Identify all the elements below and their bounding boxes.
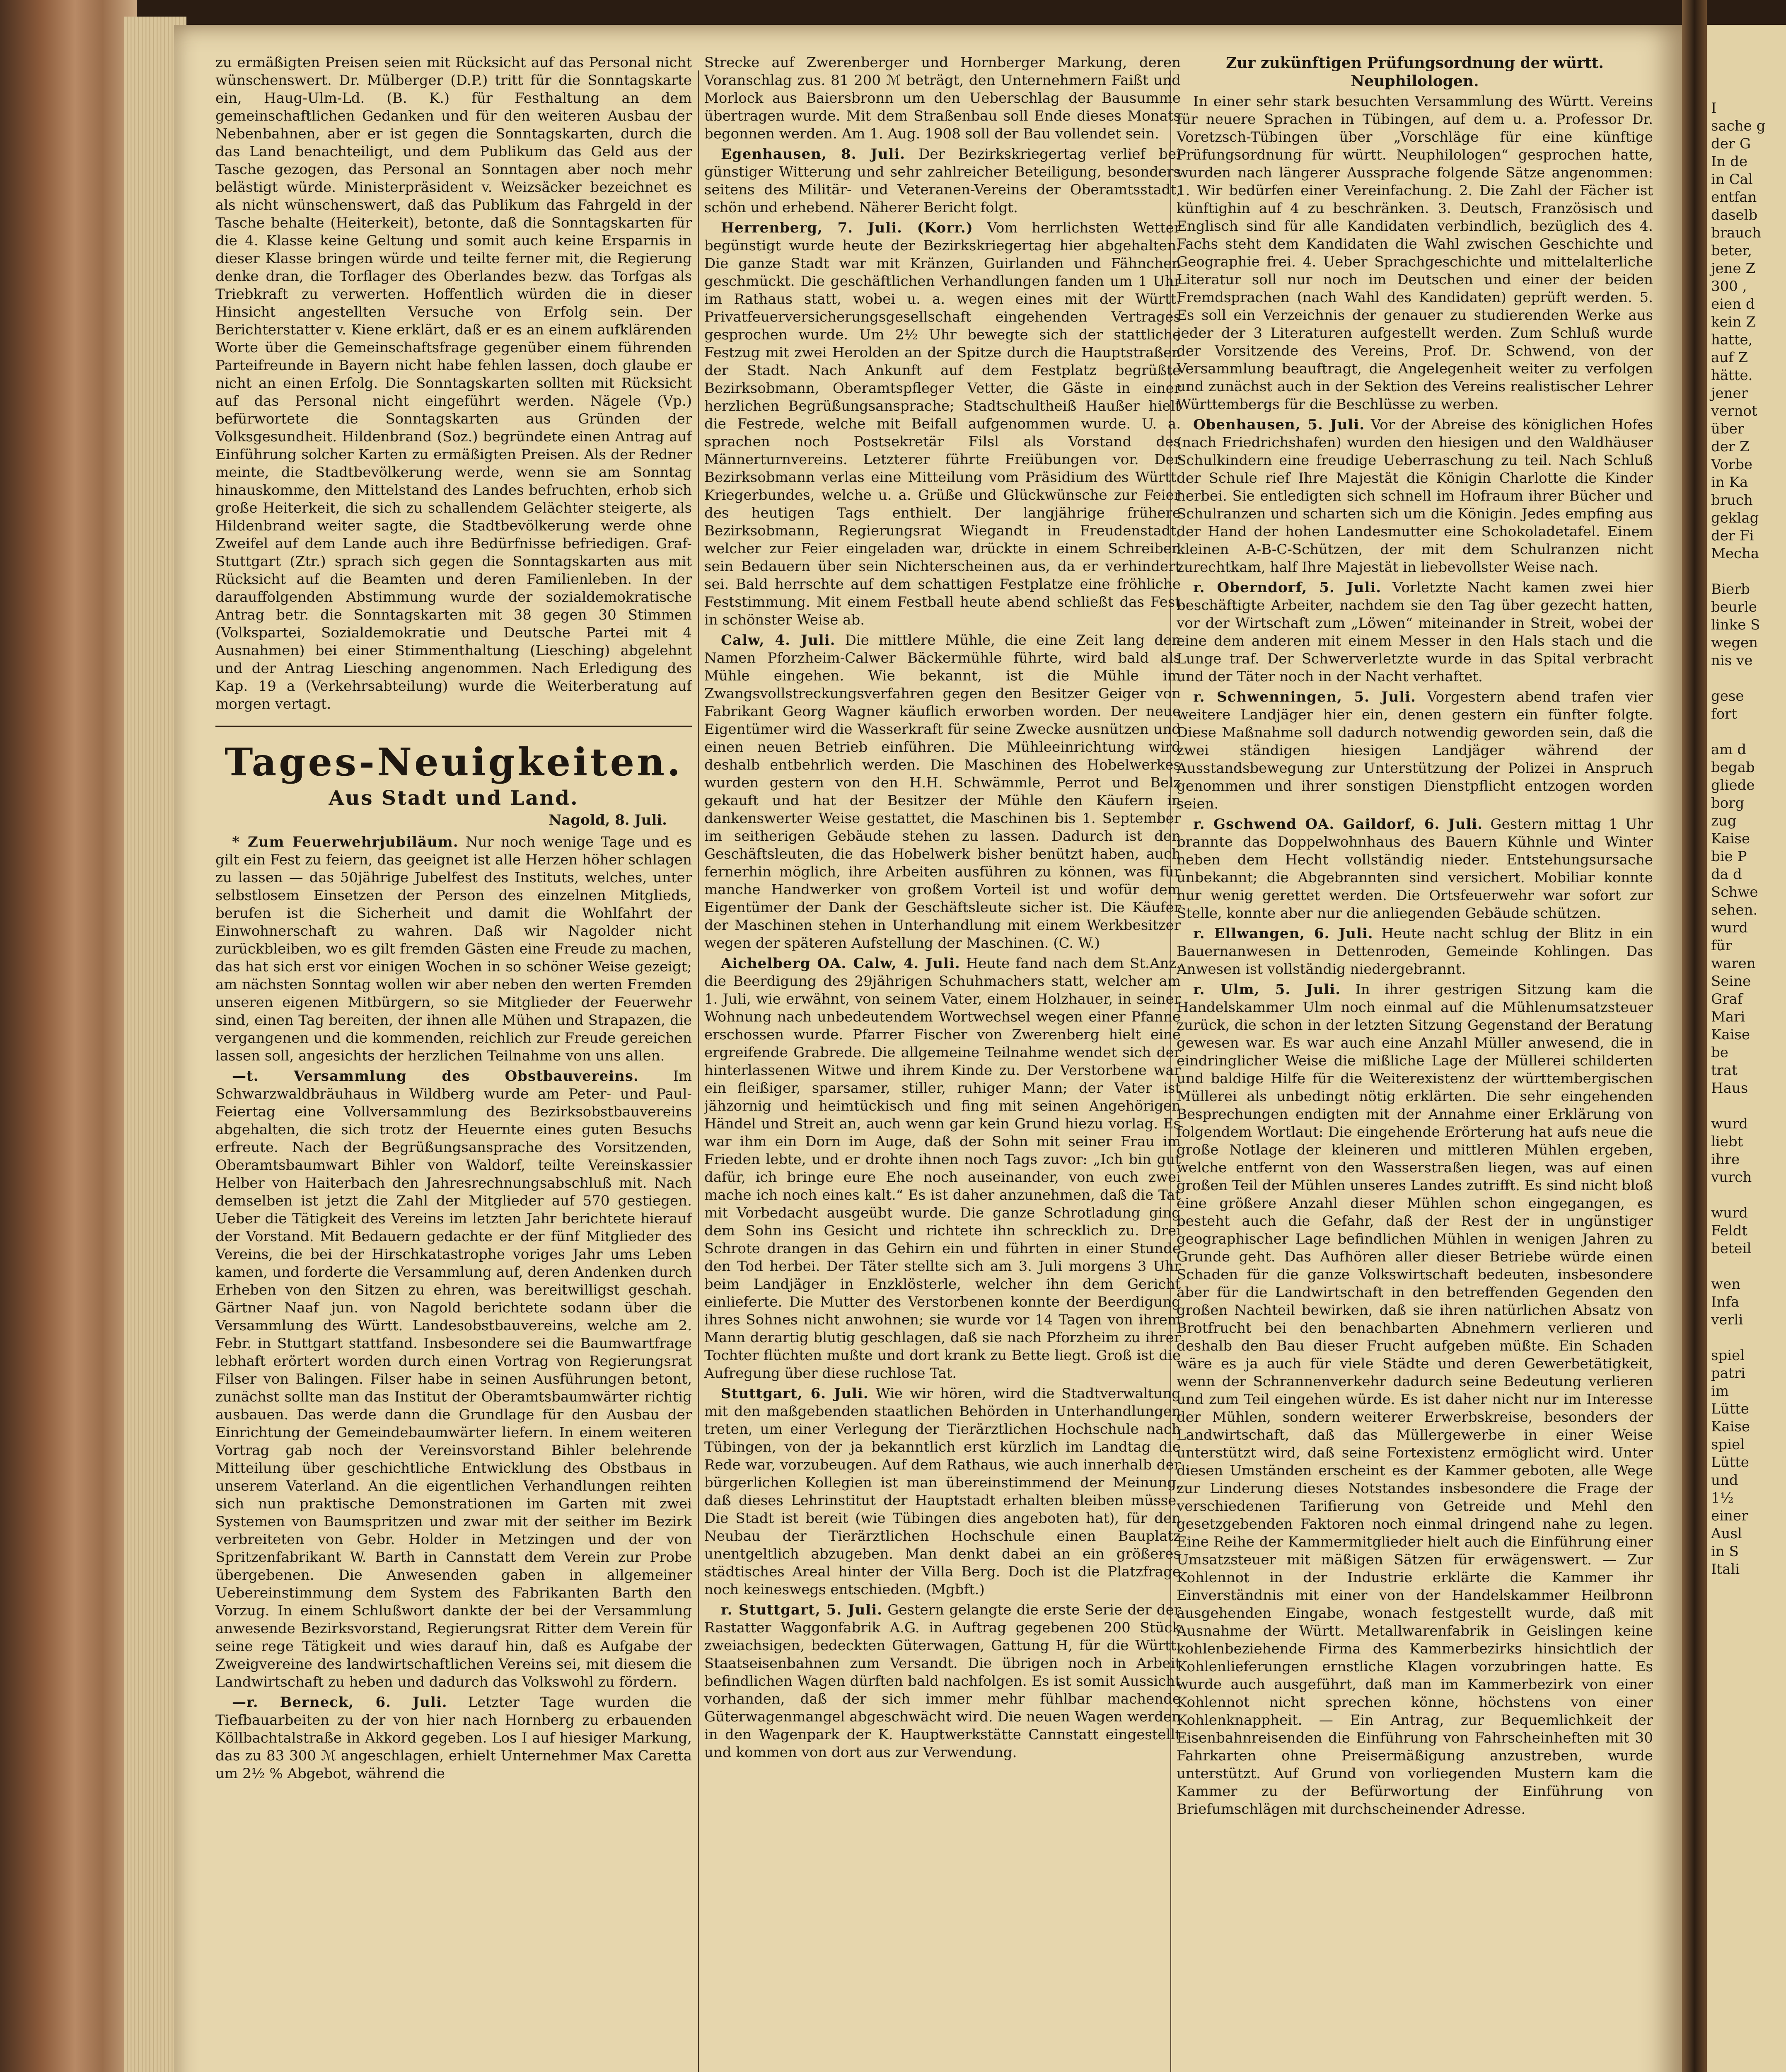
- article-text: zu ermäßigten Preisen seien mit Rücksicht auf das Personal nicht wünschenswert. Dr. Mülberger (D.P.) tritt für die Sonntagskarte ein, Haug-Ulm-Ld. (B. K.) für Festhaltung an dem gemeinschaftlichen Gedanken und für den weiteren Ausbau der Nebenbahnen, aber er ist gegen die Sonntagskarten, durch die das Land benachteiligt, und dem Publikum das Geld aus der Tasche gezogen, das Personal an Sonntagen aber noch mehr belästigt würde. Ministerpräsident v. Weizsäcker bezeichnet es als nicht wünschenswert, daß das Publikum das Fahrgeld in der Tasche behalte (Heiterkeit), betonte, daß die Sonntagskarten für die 4. Klasse keine Geltung und somit auch keine Ersparnis in dieser Klasse bringen würde und teilte ferner mit, die Regierung denke dran, die Torflager des Oberlandes bezw. das Torfgas als Triebkraft zu verwerten. Hoffentlich würden die in dieser Hinsicht angestellten Versuche von Erfolg sein. Der Berichterstatter v. Kiene erklärt, daß er es an einem aufklärenden Worte über die Gemeinschaftsfrage gegenüber einem führenden Parteifreunde in Bayern nicht habe fehlen lassen, doch glaube er nicht an einen Erfolg. Die Sonntagskarten sollten mit Rücksicht auf das Personal nicht eingeführt werden. Nägele (Vp.) befürwortete die Sonntagskarten aus Gründen der Volksgesundheit. Hildenbrand (Soz.) begründete einen Antrag auf Einführung solcher Karten zu ermäßigten Preisen. Als der Redner meinte, die Stadtbevölkerung werde, wenn sie am Sonntag hinauskomme, den Mittelstand des Landes befruchten, erhob sich große Heiterkeit, die sich zu schallendem Gelächter steigerte, als Hildenbrand weiter sagte, die Stadtbevölkerung werde ohne Zweifel auf dem Lande auch ihre Bedürfnisse befriedigen. Graf-Stuttgart (Ztr.) sprach sich gegen die Sonntagskarten aus mit Rücksicht auf die Beamten und deren Familienleben. In der darauffolgenden Abstimmung wurde der sozialdemokratische Antrag betr. die Sonntagskarten mit 38 gegen 30 Stimmen (Volkspartei, Sozialdemokratie und Deutsche Partei mit 4 Ausnahmen) bei einer Stimmenthaltung (Liesching) abgelehnt und der Antrag Liesching angenommen. Nach Erledigung des Kap. 19 a (Verkehrsabteilung) wurde die Weiterberatung auf morgen vertagt.: [215, 54, 692, 712]
- article-text: Vor der Abreise des königlichen Hofes (nach Friedrichshafen) wurden den hiesigen und den Waldhäuser Schulkindern eine freudige Ueberraschung zu teil. Nach Schluß der Schule rief Ihre Majestät die Königin Charlotte die Kinder herbei. Sie entledigten sich schnell im Hofraum ihrer Bücher und Schulranzen und scharten sich um die Königin. Jedes empfing aus der Hand der hohen Landesmutter eine Schokoladetafel. Einem kleinen A-B-C-Schützen, der mit dem Schulranzen nicht zurechtkam, half Ihre Majestät in liebevollster Weise nach.: [1177, 416, 1653, 576]
- dateline: Nagold, 8. Juli.: [549, 812, 667, 828]
- article-text: Der Bezirkskriegertag verlief bei günstiger Witterung und sehr zahlreicher Beteiligung, besonders seitens des Militär- und Veteranen-Vereins der Oberamtsstadt, schön und erhebend. Näherer Bericht folgt.: [704, 146, 1181, 216]
- article-keyword: —t. Versammlung des Obstbauvereins.: [232, 1068, 639, 1084]
- article-paragraph: [215, 833, 692, 1065]
- article-paragraph: [1177, 925, 1653, 978]
- article-paragraph: [704, 1385, 1181, 1599]
- article-text: Wie wir hören, wird die Stadtverwaltung mit den maßgebenden staatlichen Behörden in Unterhandlungen treten, um einer Verlegung der Tierärztlichen Hochschule nach Tübingen, von der ja bekanntlich erst kürzlich im Landtag die Rede war, vorzubeugen. Auf dem Rathaus, wie auch innerhalb der bürgerlichen Kollegien ist man übereinstimmend der Meinung, daß dieses Lehrinstitut der Hauptstadt erhalten bleiben müsse. Die Stadt ist bereit (wie Tübingen dies angeboten hat), für den Neubau der Tierärztlichen Hochschule einen Bauplatz unentgeltlich abzugeben. Man denkt dabei an ein größeres städtisches Areal hinter der Villa Berg. Doch ist die Platzfrage noch keineswegs entschieden. (Mgbft.): [704, 1385, 1181, 1598]
- adjacent-page: [1707, 25, 1786, 2072]
- article-text: Im Schwarzwaldbräuhaus in Wildberg wurde am Peter- und Paul-Feiertag eine Vollversammlung des Bezirksobstbauvereins abgehalten, die sich trotz der Heuernte eines guten Besuchs erfreute. Nach der Begrüßungsansprache des Vorsitzenden, Oberamtsbaumwart Bihler von Waldorf, teilte Vereinskassier Helber von Haiterbach den Jahresrechnungsabschluß mit. Nach demselben ist jetzt die Zahl der Mitglieder auf 570 gestiegen. Ueber die Tätigkeit des Vereins im letzten Jahr berichtete hierauf der Vorstand. Mit Bedauern gedachte er der fünf Mitglieder des Vereins, die bei der Hirschkatastrophe voriges Jahr ums Leben kamen, und forderte die Versammlung auf, deren Andenken durch Erheben von den Sitzen zu ehren, was bereitwilligst geschah. Gärtner Naaf jun. von Nagold berichtete sodann über die Versammlung des Württ. Landesobstbauvereins, welche am 2. Febr. in Stuttgart stattfand. Insbesondere sei die Baumwartfrage lebhaft erörtert worden durch einen Vortrag von Regierungsrat Filser von Balingen. Filser habe in seinen Ausführungen betont, zunächst sollte man das Institut der Oberamtsbaumwärter richtig ausbauen. Das werde dann die Grundlage für den Ausbau der Einrichtung der Gemeindebaumwärter liefern. In einem weiteren Vortrag gab noch der Vereinsvorstand Bihler belehrende Mitteilung über geschichtliche Entwicklung des Obstbaus in unserem Vaterland. An die eigentlichen Verhandlungen reihten sich nun praktische Demonstrationen im Garten mit zwei Systemen von Baumspritzen und zwar mit der seither im Bezirk verbreiteten von Gebr. Holder in Metzingen und der von Spritzenfabrikant W. Barth in Cannstatt dem Verein zur Probe übergebenen. Die Anwesenden gaben in allgemeiner Uebereinstimmung dem System des Fabrikanten Barth den Vorzug. In einem Schlußwort dankte der bei der Versammlung anwesende Bezirksvorstand, Regierungsrat Ritter dem Verein für seine rege Tätigkeit und wies darauf hin, daß es Aufgabe der Zweigvereine des landwirtschaftlichen Vereins sei, mit diesem die Landwirtschaft zu heben und dadurch das Volkswohl zu fördern.: [215, 1068, 692, 1690]
- article-text: Gestern gelangte die erste Serie der der Rastatter Waggonfabrik A.G. in Auftrag gegebenen 200 Stück zweiachsigen, bedeckten Güterwagen, Gattung H, für die Württ. Staatseisenbahnen zum Versandt. Die übrigen noch in Arbeit befindlichen Wagen dürften bald nachfolgen. Es ist somit Aussicht vorhanden, daß der sich immer mehr fühlbar machende Güterwagenmangel abgeschwächt wird. Die neuen Wagen werden in den Wagenpark der K. Hauptwerkstätte Cannstatt eingestellt und kommen von dort aus zur Verwendung.: [704, 1602, 1181, 1761]
- article-keyword: r. Ulm, 5. Juli.: [1193, 981, 1341, 998]
- article-text: Heute fand nach dem St.Anz. die Beerdigung des 29jährigen Schuhmachers statt, welcher am 1. Juli, wie erwähnt, von seinem Vater, einem Holzhauer, in seiner Wohnung nach unbedeutendem Wortwechsel wegen einer Pfanne erschossen wurde. Pfarrer Fischer von Zwerenberg hielt eine ergreifende Grabrede. Die allgemeine Teilnahme wendet sich der hinterlassenen Witwe und ihrem Kinde zu. Der Verstorbene war ein fleißiger, sparsamer, stiller, ruhiger Mann; der Vater ist jähzornig und heimtückisch und fing mit seinen Angehörigen Händel und Streit an, auch wenn gar kein Grund hiezu vorlag. Es war ihm ein Dorn im Auge, daß der Sohn mit seiner Frau im Frieden lebte, und er drohte ihnen noch Tags zuvor: „Ich bin gut dafür, ich bringe eure Ehe noch auseinander, von euch zwei mache ich noch eines kalt.“ Es ist daher anzunehmen, daß die Tat mit Vorbedacht ausgeübt wurde. Die ganze Schrotladung ging dem Sohn ins Gesicht und richtete ihn schrecklich zu. Drei Schrote drangen in das Gehirn ein und führten in einer Stunde den Tod herbei. Der Täter stellte sich am 3. Juli morgens 3 Uhr beim Landjäger in Enzklösterle, welcher ihn dem Gericht einlieferte. Die Mutter des Verstorbenen konnte der Beerdigung ihres Sohnes nicht anwohnen; sie wurde vor 14 Tagen von ihrem Mann derartig blutig geschlagen, daß sie nach Pforzheim zu ihrer Tochter flüchten mußte und dort krank zu Bette liegt. Groß ist die Aufregung über diese ruchlose Tat.: [704, 955, 1181, 1382]
- article-text: Vorletzte Nacht kamen zwei hier beschäftigte Arbeiter, nachdem sie den Tag über gezecht hatten, vor der Wirtschaft zum „Löwen“ miteinander in Streit, wobei der eine dem anderen mit einem Messer in den Hals stach und die Lunge traf. Der Schwerverletzte wurde in das Spital verbracht und der Täter noch in der Nacht verhaftet.: [1177, 579, 1653, 685]
- article-keyword: r. Ellwangen, 6. Juli.: [1193, 925, 1373, 942]
- adjacent-page-text: I sache g der G In de in Cal entfan daselb brauch beter, jene Z 300 , eien d kein Z hatte, auf Z hätte. jener vernot über der Z Vorbe in Ka bruch geklag der Fi Mecha Bierb beurle linke S wegen nis ve gese fort am d begab gliede borg zug Kaise bie P da d Schwe sehen. wurd für waren Seine Graf Mari Kaise be trat Haus wurd liebt ihre vurch wurd Feldt beteil wen Infa verli spiel patri im Lütte Kaise spiel Lütte und 1½ einer Ausl in S Itali: [1711, 100, 1766, 1578]
- article-keyword: Aichelberg OA. Calw, 4. Juli.: [721, 955, 960, 972]
- article-keyword: Egenhausen, 8. Juli.: [721, 146, 906, 162]
- book-binding-edge: [0, 0, 137, 2072]
- article-text: In ihrer gestrigen Sitzung kam die Handelskammer Ulm noch einmal auf die Mühlenumsatzsteuer zurück, die schon in der letzten Sitzung Gegenstand der Beratung gewesen war. Es war auch eine Anzahl Müller anwesend, die in eindringlicher Weise die mißliche Lage der Müllerei schilderten und baldige Hilfe für die Weiterexistenz der württembergischen Müllerei als unbedingt nötig erklärten. Die sehr eingehenden Besprechungen endigten mit der Annahme einer Erklärung von folgendem Wortlaut: Die eingehende Erörterung hat aufs neue die große Notlage der kleineren und mittleren Mühlen ergeben, welche entfernt von den Wasserstraßen liegen, was auf einen großen Teil der Mühlen unseres Landes zutrifft. Es sind nicht bloß eine größere Anzahl dieser Mühlen schon eingegangen, es besteht auch die Gefahr, daß der Rest der in ungünstiger geographischer Lage befindlichen Mühlen in wenigen Jahren zu Grunde geht. Das Aufhören aller dieser Betriebe würde einen Schaden für die ganze Volkswirtschaft bedeuten, insbesondere aber für die Landwirtschaft in den betreffenden Gegenden den großen Nachteil bewirken, daß sie ihren natürlichen Absatz von Brotfrucht bei den benachbarten Abnehmern verlieren und deshalb den Bau dieser Frucht aufgeben müßte. Ein Schaden wäre es ja auch für viele Städte und deren Gewerbetätigkeit, wenn der Schrannenverkehr dadurch seine Bedeutung verlieren und zum Teil eingehen würde. Es ist daher nicht nur im Interesse der Mühlen, sondern weiterer Erwerbskreise, besonders der Landwirtschaft, daß das Müllergewerbe in einer Weise unterstützt wird, daß seine Fortexistenz ermöglicht wird. Unter diesen Umständen erscheint es der Kammer geboten, alle Wege zur Linderung dieses Notstandes insbesondere die Frage der verschiedenen Tarifierung von Getreide und Mehl den gesetzgebenden Faktoren noch einmal dringend nahe zu legen. Eine Reihe der Kammermitglieder hielt auch die Einführung einer Umsatzsteuer mit mäßigen Sätzen für erwägenswert. — Zur Kohlennot in der Industrie erklärte die Kammer ihr Einverständnis mit einer von der Handelskammer Heilbronn ausgehenden Eingabe, wonach festgestellt wurde, daß mit Ausnahme der Württ. Metallwarenfabrik in Geislingen keine kohlenbeziehende Firma des Kammerbezirks hinsichtlich der Kohlenlieferungen ernstliche Klagen vorzubringen hatte. Es wurde auch ausgeführt, daß man im Kammerbezirk von einer Kohlennot nicht sprechen könne, höchstens von einer Kohlenknappheit. — Ein Antrag, zur Bequemlichkeit der Eisenbahnreisenden die Einführung von Fahrscheinheften mit 30 Fahrkarten ohne Preisermäßigung anzustreben, wurde unterstützt. Auf Grund von vorliegenden Mustern kam die Kammer zu der Befürwortung der Einführung von Briefumschlägen mit durchscheinender Adresse.: [1177, 981, 1653, 1818]
- article-text: Strecke auf Zwerenberger und Hornberger Markung, deren Voranschlag zus. 81 200 ℳ beträgt, den Unternehmern Faißt und Morlock aus Baiersbronn um den Ueberschlag der Bausumme übertragen wurde. Mit dem Straßenbau soll Ende dieses Monats begonnen werden. Am 1. Aug. 1908 soll der Bau vollendet sein.: [704, 54, 1181, 142]
- article-title: Zur zukünftigen Prüfungsordnung der württ. Neuphilologen.: [1226, 54, 1604, 90]
- article-keyword: Calw, 4. Juli.: [721, 632, 836, 649]
- article-paragraph: [1177, 416, 1653, 576]
- article-paragraph: [704, 219, 1181, 629]
- column-3: [1177, 54, 1653, 2072]
- article-paragraph: [704, 955, 1181, 1382]
- article-keyword: Herrenberg, 7. Juli. (Korr.): [721, 220, 973, 236]
- article-paragraph: [1177, 816, 1653, 922]
- column-1: [215, 54, 692, 2072]
- article-paragraph: [215, 1694, 692, 1783]
- article-paragraph: [1177, 579, 1653, 686]
- article-keyword: r. Schwenningen, 5. Juli.: [1193, 689, 1416, 705]
- article-paragraph: [704, 632, 1181, 952]
- article-paragraph: [1177, 688, 1653, 813]
- section-subheading: Aus Stadt und Land.: [329, 787, 579, 810]
- article-text: Vorgestern abend trafen vier weitere Landjäger hier ein, denen gestern ein fünfter folgte. Diese Maßnahme soll dadurch notwendig geworden sein, daß die zwei ständigen hiesigen Landjäger während der Ausstandsbewegung zur Unterstützung der Polizei in Anspruch genommen und ihrer sonstigen Dienstpflicht entzogen worden seien.: [1177, 689, 1653, 812]
- article-keyword: r. Stuttgart, 5. Juli.: [721, 1602, 882, 1618]
- article-text: Die mittlere Mühle, die eine Zeit lang den Namen Pforzheim-Calwer Bäckermühle führte, wird bald als Mühle eingehen. Wie bekannt, ist die Mühle im Zwangsvollstreckungsverfahren gegen den Besitzer Geiger von Fabrikant Georg Wagner käuflich erworben worden. Der neue Eigentümer wird die Wasserkraft für seine Zwecke ausnützen und einen neuen Betrieb einführen. Die Mühleeinrichtung wird deshalb entbehrlich werden. Die Maschinen des Hobelwerkes wurden gestern von den H.H. Schwämmle, Perrot und Belz gekauft und hat der Besitzer der Mühle den Käufern in dankenswerter Weise gestattet, die Maschinen bis 1. September im seitherigen Gebäude stehen zu lassen. Dadurch ist den Geschäftsleuten, die das Hobelwerk bisher benützt haben, auch fernerhin möglich, ihre Arbeiten ausführen zu können, was für manche Handwerker von großem Vorteil ist und wofür dem Eigentümer der Dank der Geschäftsleute sicher ist. Die Käufer der Maschinen stehen in Unterhandlung mit einem Werkbesitzer wegen der späteren Aufstellung der Maschinen. (C. W.): [704, 632, 1181, 951]
- article-keyword: —r. Berneck, 6. Juli.: [232, 1694, 447, 1711]
- section-rule: [215, 726, 692, 727]
- section-heading: Tages-Neuigkeiten.: [224, 740, 683, 784]
- article-paragraph: [704, 145, 1181, 217]
- article-text: Letzter Tage wurden die Tiefbauarbeiten zu der von hier nach Hornberg zu erbauenden Köllbachtalstraße in Akkord gegeben. Los I auf hiesiger Markung, das zu 83 300 ℳ angeschlagen, erhielt Unternehmer Max Caretta um 2½ % Abgebot, während die: [215, 1694, 692, 1782]
- article-keyword: * Zum Feuerwehrjubiläum.: [232, 834, 459, 850]
- article-text: Nur noch wenige Tage und es gilt ein Fest zu feiern, das geeignet ist alle Herzen höher schlagen zu lassen — das 50jährige Jubelfest des Instituts, welches, unter selbstlosem Einsetzen der Person des einzelnen Mitglieds, berufen ist die Sicherheit und damit die Wohlfahrt der Einwohnerschaft zu wahren. Daß wir Nagolder nicht zurückbleiben, wo es gilt fremden Gästen eine Freude zu machen, das hat sich erst vor einigen Wochen in so schöner Weise gezeigt; am nächsten Sonntag wollen wir aber neben den werten Fremden unseren eigenen Mitbürgern, so sie Mitglieder der Feuerwehr sind, einen Tag bereiten, der ihnen alle Mühen und Strapazen, die vergangenen und die kommenden, reichlich zur Freude gereichen lassen soll, angesichts der herzlichen Teilnahme von uns allen.: [215, 834, 692, 1064]
- article-paragraph: [1177, 981, 1653, 1818]
- article-text: Gestern mittag 1 Uhr brannte das Doppelwohnhaus des Bauern Kühnle und Winter neben dem Hecht vollständig nieder. Entstehungsursache unbekannt; die Abgebrannten sind versichert. Mobiliar konnte nur wenig gerettet werden. Die Ortsfeuerwehr war sofort zur Stelle, konnte aber nur die anliegenden Gebäude schützen.: [1177, 816, 1653, 922]
- article-keyword: r. Gschwend OA. Gaildorf, 6. Juli.: [1193, 816, 1483, 833]
- book-gutter: [1682, 0, 1707, 2072]
- article-text: In einer sehr stark besuchten Versammlung des Württ. Vereins für neuere Sprachen in Tübingen, auf dem u. a. Professor Dr. Voretzsch-Tübingen über „Vorschläge für eine künftige Prüfungsordnung für württ. Neuphilologen“ gesprochen hatte, wurden nach längerer Aussprache folgende Sätze angenommen: 1. Wir bedürfen einer Vereinfachung. 2. Die Zahl der Fächer ist künftighin auf 4 zu beschränken. 3. Deutsch, Französisch und Englisch sind für alle Kandidaten verbindlich, bezüglich des 4. Fachs steht dem Kandidaten die Wahl zwischen Geschichte und Geographie frei. 4. Ueber Sprachgeschichte und mittelalterliche Literatur soll nur noch im Deutschen und einer der beiden Fremdsprachen (nach Wahl des Kandidaten) geprüft werden. 5. Es soll ein Verzeichnis der genauer zu studierenden Werke aus jeder der 3 Literaturen aufgestellt werden. Zum Schluß wurde der Vorsitzende des Vereins, Prof. Dr. Schwend, von der Versammlung beauftragt, die Angelegenheit weiter zu verfolgen und zunächst auch in der Sektion des Vereins realistischer Lehrer Württembergs für die Beschlüsse zu werben.: [1177, 93, 1653, 413]
- article-keyword: Obenhausen, 5. Juli.: [1193, 416, 1365, 433]
- article-paragraph: [215, 1067, 692, 1691]
- article-paragraph: [704, 1601, 1181, 1762]
- article-keyword: r. Oberndorf, 5. Juli.: [1193, 579, 1382, 596]
- article-text: Vom herrlichsten Wetter begünstigt wurde heute der Bezirkskriegertag hier abgehalten. Die ganze Stadt war mit Kränzen, Guirlanden und Fähnchen geschmückt. Die geschäftlichen Verhandlungen fanden um 1 Uhr im Rathaus statt, wobei u. a. wegen eines mit der Württ. Privatfeuerversicherungsgesellschaft eingehenden Vertrages gesprochen wurde. Um 2½ Uhr bewegte sich der stattliche Festzug mit zwei Herolden an der Spitze durch die Hauptstraßen der Stadt. Nach Ankunft auf dem Festplatz begrüßte Bezirksobmann, Oberamtspfleger Vetter, die Gäste in einer herzlichen Begrüßungsansprache; Stadtschultheiß Haußer hielt die Festrede, welche mit Beifall aufgenommen wurde. U. a. sprachen noch Postsekretär Filsl als Vorstand des Männerturnvereins. Letzterer führte Freiübungen vor. Der Bezirksobmann verlas eine Mitteilung vom Präsidium des Württ. Kriegerbundes, welche u. a. Grüße und Glückwünsche zur Feier des heutigen Tags enthielt. Der langjährige frühere Bezirksobmann, Regierungsrat Wiegandt in Freudenstadt, welcher zur Feier eingeladen war, drückte in einem Schreiben sein Bedauern über sein Nichterscheinen aus, da er verhindert sei. Bald herrschte auf dem schattigen Festplatze eine fröhliche Feststimmung. Mit einem Festball heute abend schließt das Fest in schönster Weise ab.: [704, 220, 1181, 628]
- article-keyword: Stuttgart, 6. Juli.: [721, 1385, 869, 1402]
- article-text: Heute nacht schlug der Blitz in ein Bauernanwesen in Dettenroden, Gemeinde Kohlingen. Das Anwesen ist vollständig niedergebrannt.: [1177, 925, 1653, 978]
- column-2: [704, 54, 1181, 2072]
- column-rule: [698, 70, 699, 2072]
